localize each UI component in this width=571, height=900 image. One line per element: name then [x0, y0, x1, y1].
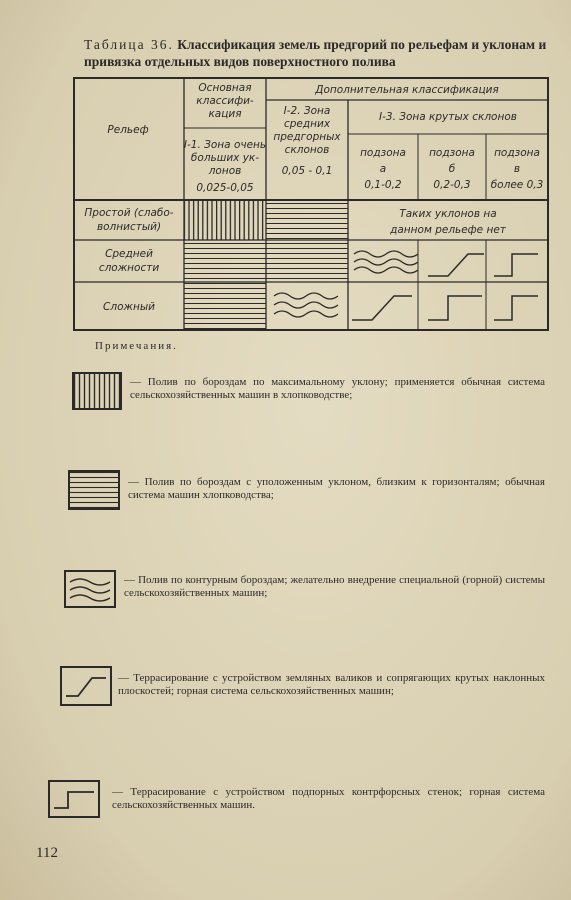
subzone-a-letter: а — [379, 163, 387, 175]
note-text-wavy-lines: — Полив по контурным бороздам; желательно внедрение специальной (горной) системы сельскохозяйственных машин; — [124, 574, 545, 599]
row-complex: Сложный — [103, 301, 155, 313]
zone2-line2: средних — [283, 118, 331, 130]
zone1-line3: лонов — [208, 165, 242, 177]
subzone-b-label: подзона — [429, 147, 475, 159]
zone3-header: I-3. Зона крутых склонов — [379, 111, 517, 123]
cell-complex-subzone-v-step-terrace — [494, 296, 538, 320]
cell-medium-subzone-a-wavy — [354, 251, 418, 273]
cell-medium-zone2-horizontal — [266, 240, 348, 282]
zone2-range: 0,05 - 0,1 — [281, 165, 333, 177]
cell-medium-subzone-v-step-terrace — [494, 254, 538, 276]
no-slopes-line1: Таких уклонов на — [399, 208, 497, 220]
row-simple-line2: волнистый) — [96, 221, 162, 233]
row-simple-line1: Простой (слабо- — [84, 207, 174, 219]
subzone-a-label: подзона — [360, 147, 406, 159]
horizontal-lines-symbol — [68, 470, 120, 510]
note-text-horizontal-lines: — Полив по бороздам с уположенным уклоном, близким к горизонталям; обычная система машин хлопководства; — [128, 476, 545, 501]
zone1-line1: I-1. Зона очень — [183, 139, 267, 151]
caption-text: Классификация земель предгорий по рельефам и уклонам и привязка отдельных видов поверхностного полива — [84, 37, 547, 69]
cell-complex-zone2-wavy — [274, 293, 338, 317]
subzone-v-range: более 0,3 — [490, 179, 544, 191]
sloped-terrace-symbol — [60, 666, 112, 706]
step-terrace-symbol — [48, 780, 100, 818]
notes-title: Примечания. — [95, 340, 178, 352]
header-relief: Рельеф — [107, 124, 149, 136]
zone2-line4: склонов — [284, 144, 330, 156]
header-basic-1: Основная — [198, 82, 252, 94]
subzone-b-letter: б — [448, 163, 456, 175]
row-medium-line1: Средней — [105, 248, 153, 260]
subzone-v-label: подзона — [494, 147, 540, 159]
note-text-vertical-lines: — Полив по бороздам по максимальному уклону; применяется обычная система сельскохозяйственных машин в хлопководстве; — [130, 376, 545, 401]
subzone-v-letter: в — [513, 163, 521, 175]
wavy-lines-symbol — [64, 570, 116, 608]
classification-table — [72, 76, 550, 332]
note-text-step-terrace: — Террасирование с устройством подпорных контрфорсных стенок; горная система сельскохозяйственных машин. — [112, 786, 545, 811]
caption-lead: Таблица 36. — [84, 37, 174, 52]
zone1-line2: больших ук- — [190, 152, 260, 164]
cell-medium-zone1-horizontal — [184, 240, 266, 282]
cell-simple-zone1-vertical — [184, 200, 266, 240]
cell-complex-zone1-horizontal — [184, 282, 266, 330]
cell-simple-zone2-horizontal — [266, 200, 348, 240]
header-basic-2: классифи- — [196, 95, 254, 107]
subzone-a-range: 0,1-0,2 — [364, 179, 402, 191]
note-text-sloped-terrace: — Террасирование с устройством земляных валиков и сопрягающих крутых наклонных плоскостей; горная система сельскохозяйственных машин; — [118, 672, 545, 697]
cell-complex-subzone-a-sloped-terrace — [352, 296, 412, 320]
header-basic-3: кация — [208, 108, 242, 120]
table-caption — [84, 36, 550, 70]
no-slopes-line2: данном рельефе нет — [390, 224, 506, 236]
header-additional: Дополнительная классификация — [315, 84, 499, 96]
vertical-lines-symbol — [72, 372, 122, 410]
zone2-line1: I-2. Зона — [283, 105, 331, 117]
zone1-range: 0,025-0,05 — [196, 182, 254, 194]
zone2-line3: предгорных — [273, 131, 341, 143]
page-number: 112 — [36, 845, 58, 861]
subzone-b-range: 0,2-0,3 — [433, 179, 471, 191]
cell-medium-subzone-b-sloped-terrace — [428, 254, 484, 276]
cell-complex-subzone-b-step-terrace — [428, 296, 482, 320]
row-medium-line2: сложности — [98, 262, 160, 274]
